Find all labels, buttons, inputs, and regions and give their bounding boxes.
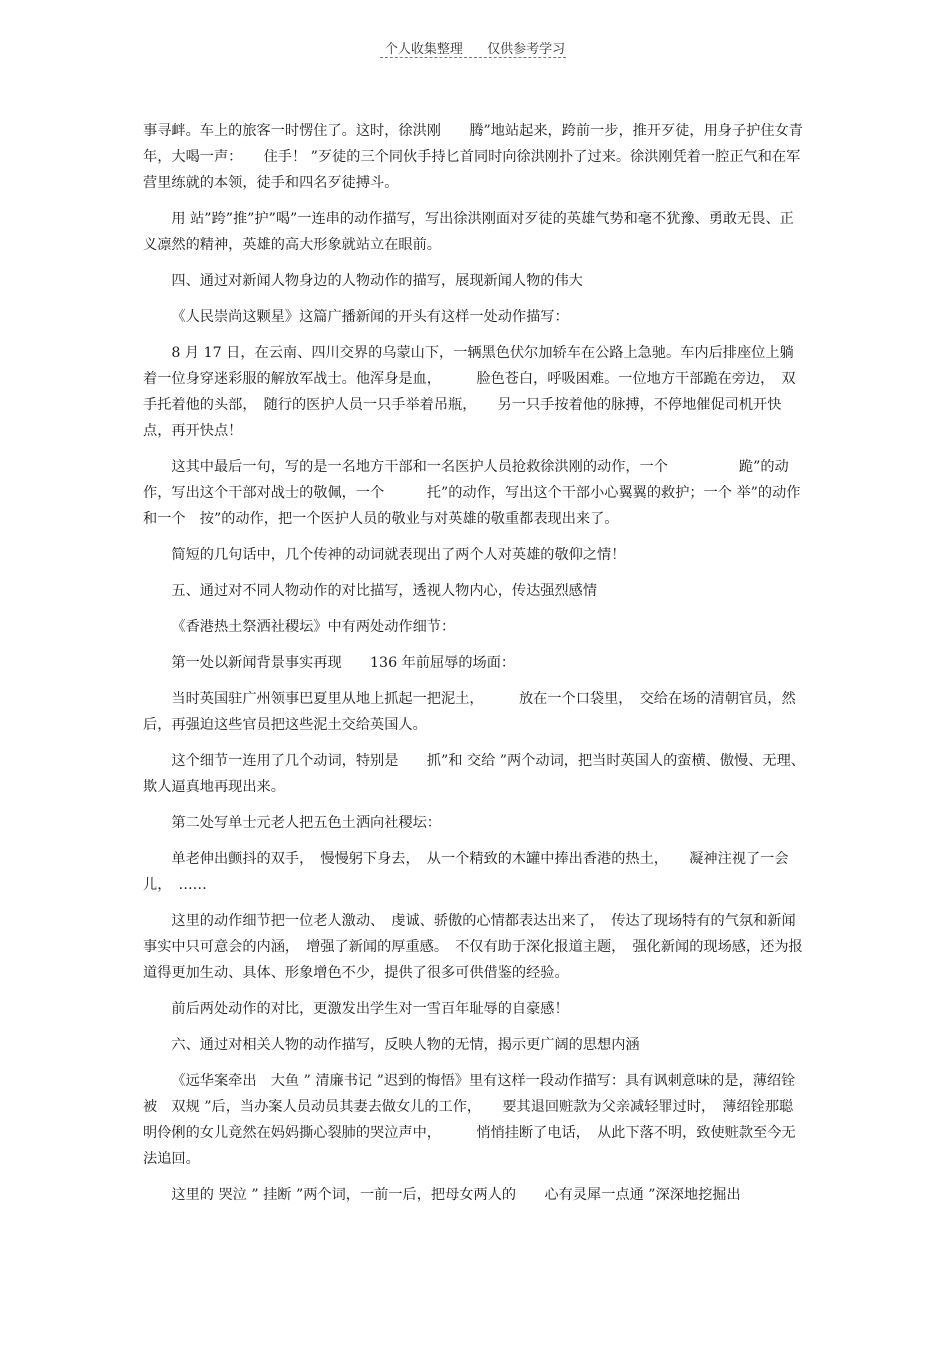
document-body (143, 118, 807, 1218)
paragraph: 当时英国驻广州领事巴夏里从地上抓起一把泥土， 放在一个口袋里， 交给在场的清朝官员，然后，再强迫这些官员把这些泥土交给英国人。 (143, 691, 796, 733)
paragraph: 《香港热土祭洒社稷坛》中有两处动作细节： (171, 619, 456, 635)
section-heading: 六、通过对相关人物的动作描写，反映人物的无情，揭示更广阔的思想内涵 (171, 1037, 640, 1053)
paragraph: 前后两处动作的对比，更激发出学生对一雪百年耻辱的自豪感！ (171, 1001, 569, 1017)
paragraph: 这里的动作细节把一位老人激动、 虔诚、骄傲的心情都表达出来了， 传达了现场特有的气氛和新闻事实中只可意会的内涵， 增强了新闻的厚重感。 不仅有助于深化报道主题， 强化新闻的现场感，还为报道得更加生动、具体、形象增色不少，提供了很多可供借鉴的经验。 (143, 913, 803, 981)
section-heading: 四、通过对新闻人物身边的人物动作的描写，展现新闻人物的伟大 (171, 273, 583, 289)
paragraph: 用 站”跨”推”护”喝”一连串的动作描写，写出徐洪刚面对歹徒的英雄气势和毫不犹豫、勇敢无畏、正义凛然的精神，英雄的高大形象就站立在眼前。 (143, 211, 794, 253)
paragraph: 事寻衅。车上的旅客一时愣住了。这时，徐洪刚 腾”地站起来，跨前一步，推开歹徒，用身子护住女青年，大喝一声： 住手！ ”歹徒的三个同伙手持匕首同时向徐洪刚扑了过来。徐洪刚凭着一腔正气和在军营里练就的本领，徒手和四名歹徒搏斗。 (143, 123, 803, 191)
paragraph: 第二处写单士元老人把五色土洒向社稷坛： (171, 815, 441, 831)
paragraph: 简短的几句话中，几个传神的动词就表现出了两个人对英雄的敬仰之情！ (171, 547, 626, 563)
paragraph: 第一处以新闻背景事实再现 136 年前屈辱的场面： (171, 655, 516, 671)
header-underline (380, 57, 566, 58)
paragraph: 《远华案牵出 大鱼 ” 清廉书记 ”迟到的悔悟》里有这样一段动作描写：具有讽刺意味的是，薄绍铨被 双规 ”后，当办案人员动员其妻去做女儿的工作， 要其退回赃款为父亲减轻罪过时， 薄绍铨那聪明伶俐的女儿竟然在妈妈撕心裂肺的哭泣声中， 悄悄挂断了电话， 从此下落不明，致使赃款至今无法追回。 (143, 1073, 796, 1167)
paragraph: 单老伸出颤抖的双手， 慢慢躬下身去， 从一个精致的木罐中捧出香港的热土， 凝神注视了一会儿， …… (143, 851, 789, 893)
paragraph: 这里的 哭泣 ” 挂断 ”两个词，一前一后，把母女两人的 心有灵犀一点通 ”深深地挖掘出 (171, 1187, 741, 1203)
section-heading: 五、通过对不同人物动作的对比描写，透视人物内心，传达强烈感情 (171, 583, 598, 599)
paragraph: 8 月 17 日，在云南、四川交界的乌蒙山下，一辆黑色伏尔加轿车在公路上急驰。车内后排座位上躺着一位身穿迷彩服的解放军战士。他浑身是血， 脸色苍白，呼吸困难。一位地方干部跪在旁边， 双手托着他的头部， 随行的医护人员一只手举着吊瓶， 另一只手按着他的脉搏，不停地催促司机开快点，再开快点！ (143, 345, 796, 439)
header-left-text: 个人收集整理 (384, 42, 463, 57)
paragraph: 《人民崇尚这颗星》这篇广播新闻的开头有这样一处动作描写： (171, 309, 569, 325)
page-header (0, 38, 950, 57)
header-right-text: 仅供参考学习 (487, 42, 566, 57)
paragraph: 这其中最后一句，写的是一名地方干部和一名医护人员抢救徐洪刚的动作，一个 跪”的动作，写出这个干部对战士的敬佩，一个 托”的动作，写出这个干部小心翼翼的救护；一个 举”的动作和一个 按”的动作，把一个医护人员的敬业与对英雄的敬重都表现出来了。 (143, 459, 801, 527)
paragraph: 这个细节一连用了几个动词，特别是 抓”和 交给 ”两个动词，把当时英国人的蛮横、傲慢、无理、欺人逼真地再现出来。 (143, 753, 805, 795)
